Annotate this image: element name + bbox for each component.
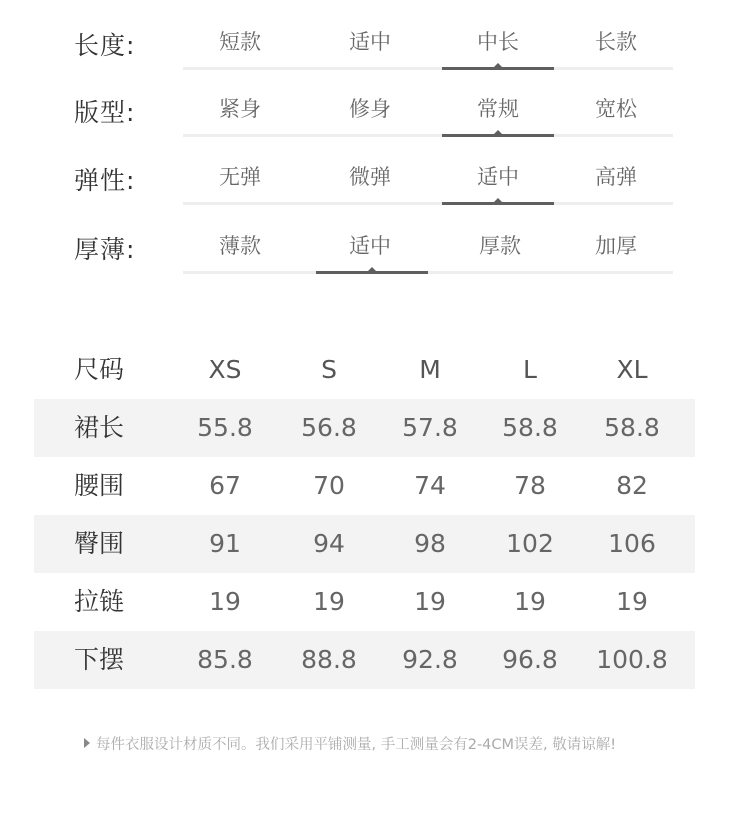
table-cell: 92.8 bbox=[402, 645, 458, 674]
table-row bbox=[34, 399, 695, 457]
table-row bbox=[34, 573, 695, 631]
table-cell: 106 bbox=[608, 529, 656, 558]
row-label: 下摆 bbox=[74, 645, 125, 674]
measurement-note-text: 每件衣服设计材质不同。我们采用平铺测量, 手工测量会有2-4CM误差, 敬请谅解! bbox=[96, 737, 617, 753]
measurement-note bbox=[84, 733, 616, 754]
option-tight: 紧身 bbox=[219, 97, 261, 121]
table-cell: 78 bbox=[514, 471, 546, 500]
size-header: M bbox=[419, 355, 441, 384]
table-cell: 74 bbox=[414, 471, 446, 500]
table-cell: 19 bbox=[616, 587, 648, 616]
option-thin: 薄款 bbox=[219, 234, 261, 258]
selected-indicator bbox=[442, 67, 554, 70]
table-cell: 55.8 bbox=[197, 413, 253, 442]
table-cell: 94 bbox=[313, 529, 345, 558]
option-mid-long: 中长 bbox=[477, 30, 519, 54]
option-medium-thickness: 适中 bbox=[349, 234, 391, 258]
table-cell: 58.8 bbox=[604, 413, 660, 442]
table-cell: 102 bbox=[506, 529, 554, 558]
selected-indicator bbox=[442, 202, 554, 205]
option-long: 长款 bbox=[595, 30, 637, 54]
selected-indicator bbox=[442, 134, 554, 137]
option-extra-thick: 加厚 bbox=[595, 234, 637, 258]
attribute-row-fit bbox=[0, 85, 750, 147]
row-label: 裙长 bbox=[74, 413, 125, 442]
selected-indicator bbox=[316, 271, 428, 274]
table-cell: 19 bbox=[414, 587, 446, 616]
row-label: 臀围 bbox=[74, 529, 125, 558]
table-cell: 19 bbox=[313, 587, 345, 616]
option-loose: 宽松 bbox=[595, 97, 637, 121]
row-label: 拉链 bbox=[74, 587, 125, 616]
table-cell: 91 bbox=[209, 529, 241, 558]
table-header-row bbox=[34, 341, 695, 399]
option-slim: 修身 bbox=[349, 97, 391, 121]
table-row bbox=[34, 457, 695, 515]
scale-track bbox=[183, 202, 673, 205]
scale-track bbox=[183, 271, 673, 274]
table-cell: 19 bbox=[514, 587, 546, 616]
attribute-label: 厚薄: bbox=[74, 235, 136, 264]
table-cell: 96.8 bbox=[502, 645, 558, 674]
option-slight-stretch: 微弹 bbox=[349, 165, 391, 189]
table-cell: 58.8 bbox=[502, 413, 558, 442]
table-cell: 85.8 bbox=[197, 645, 253, 674]
attribute-label: 弹性: bbox=[74, 166, 136, 195]
size-header: XS bbox=[208, 355, 242, 384]
option-no-stretch: 无弹 bbox=[219, 165, 261, 189]
triangle-right-icon bbox=[84, 738, 90, 748]
option-medium: 适中 bbox=[349, 30, 391, 54]
table-header-label: 尺码 bbox=[74, 355, 125, 384]
scale-track bbox=[183, 134, 673, 137]
option-short: 短款 bbox=[219, 30, 261, 54]
table-cell: 19 bbox=[209, 587, 241, 616]
size-table bbox=[34, 341, 695, 689]
size-header: S bbox=[321, 355, 337, 384]
table-cell: 56.8 bbox=[301, 413, 357, 442]
scale-track bbox=[183, 67, 673, 70]
table-row bbox=[34, 631, 695, 689]
attribute-row-length bbox=[0, 18, 750, 80]
table-cell: 88.8 bbox=[301, 645, 357, 674]
table-cell: 57.8 bbox=[402, 413, 458, 442]
table-cell: 82 bbox=[616, 471, 648, 500]
table-cell: 100.8 bbox=[596, 645, 668, 674]
table-row bbox=[34, 515, 695, 573]
option-regular: 常规 bbox=[477, 97, 519, 121]
attribute-row-thickness bbox=[0, 222, 750, 284]
attribute-label: 长度: bbox=[74, 31, 136, 60]
attribute-label: 版型: bbox=[74, 98, 136, 127]
table-cell: 67 bbox=[209, 471, 241, 500]
size-header: L bbox=[523, 355, 537, 384]
attribute-row-elasticity bbox=[0, 153, 750, 215]
option-thick: 厚款 bbox=[479, 234, 521, 258]
row-label: 腰围 bbox=[74, 471, 125, 500]
option-high-stretch: 高弹 bbox=[595, 165, 637, 189]
size-header: XL bbox=[616, 355, 648, 384]
table-cell: 70 bbox=[313, 471, 345, 500]
option-medium-stretch: 适中 bbox=[477, 165, 519, 189]
table-cell: 98 bbox=[414, 529, 446, 558]
